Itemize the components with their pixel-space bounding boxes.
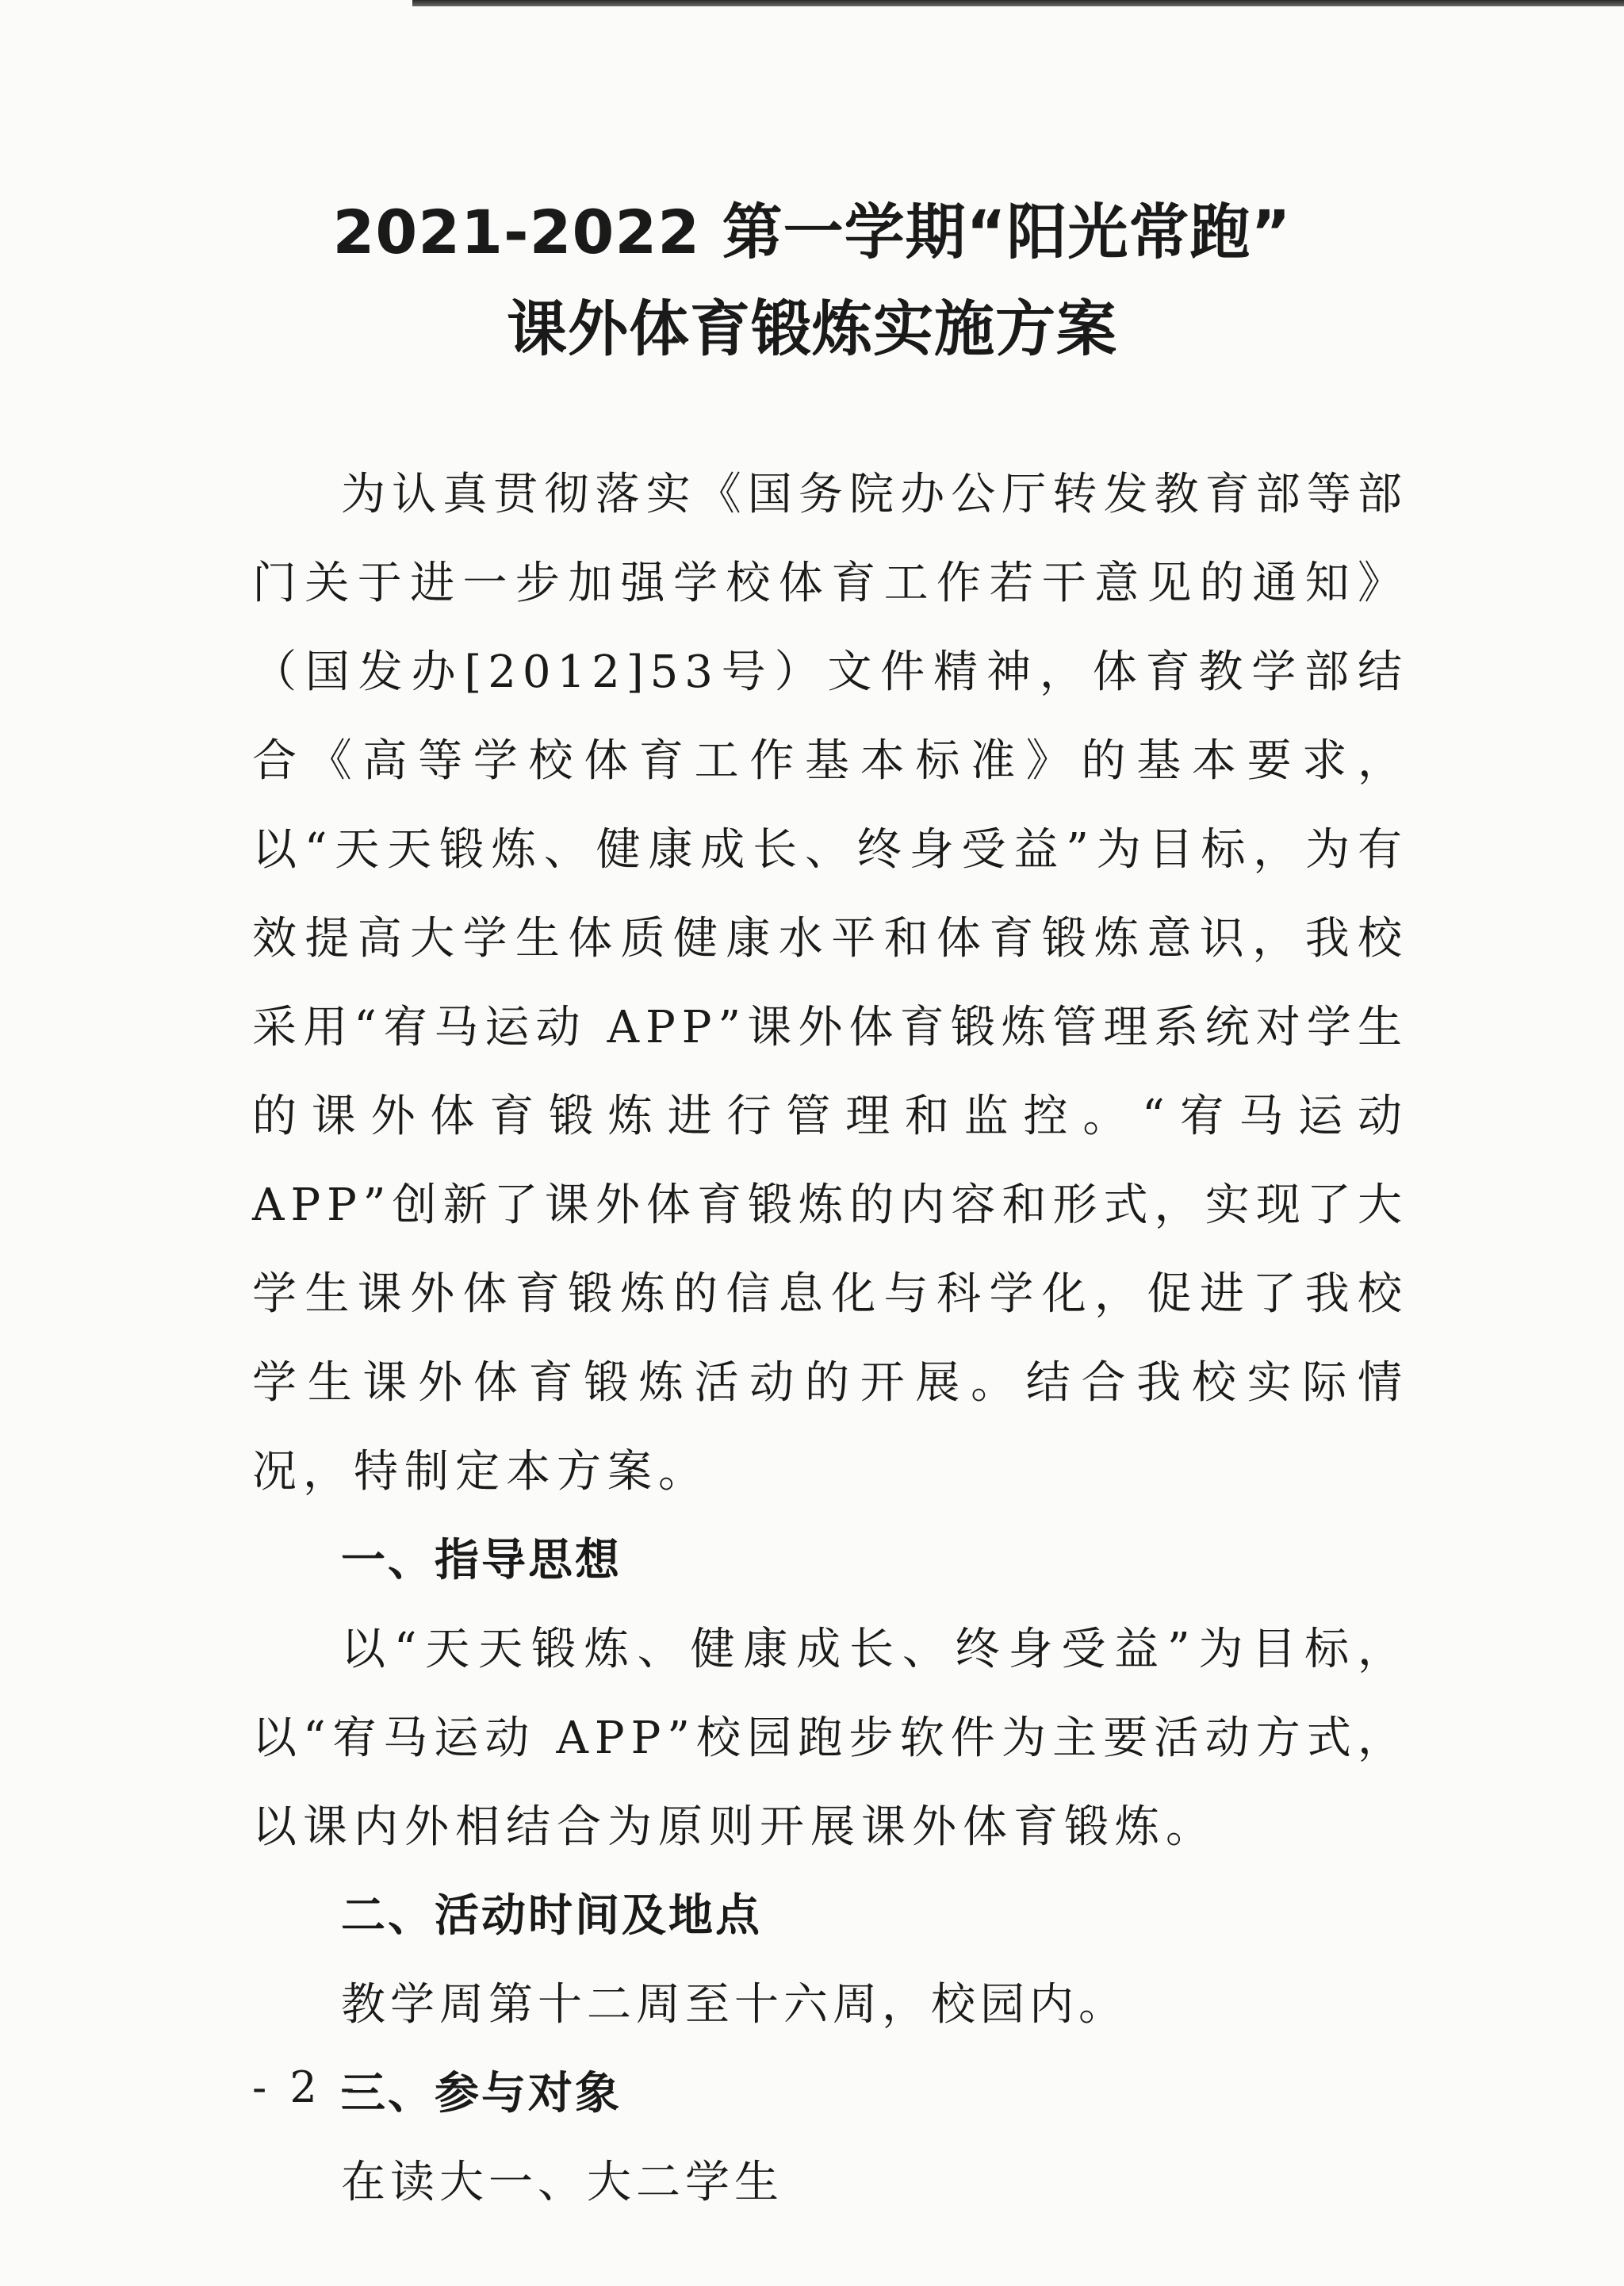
section-body-participants: 在读大一、大二学生 <box>341 2157 783 2208</box>
title-line-2: 课外体育锻炼实施方案 <box>507 293 1117 364</box>
section-heading-time-place: 二、活动时间及地点 <box>341 1890 762 1942</box>
page-number: - 2 - <box>252 2062 360 2112</box>
section-heading-participants: 三、参与对象 <box>341 2068 622 2119</box>
title-line-1: 2021-2022 第一学期“阳光常跑” <box>332 197 1292 267</box>
document-body <box>252 451 1408 2227</box>
section-body-guiding-idea: 以“天天锻炼、健康成长、终身受益”为目标，以“宥马运动 APP”校园跑步软件为主要活动方式，以课内外相结合为原则开展课外体育锻炼。 <box>252 1624 1408 1853</box>
page-title <box>0 184 1624 378</box>
intro-paragraph: 为认真贯彻落实《国务院办公厅转发教育部等部门关于进一步加强学校体育工作若干意见的通知》（国发办[2012]53号）文件精神，体育教学部结合《高等学校体育工作基本标准》的基本要求，以“天天锻炼、健康成长、终身受益”为目标，为有效提高大学生体质健康水平和体育锻炼意识，我校采用“宥马运动 APP”课外体育锻炼管理系统对学生的课外体育锻炼进行管理和监控。“宥马运动 APP”创新了课外体育锻炼的内容和形式，实现了大学生课外体育锻炼的信息化与科学化，促进了我校学生课外体育锻炼活动的开展。结合我校实际情况，特制定本方案。 <box>252 469 1408 1498</box>
section-body-time-place: 教学周第十二周至十六周，校园内。 <box>341 1979 1128 2031</box>
section-heading-guiding-idea: 一、指导思想 <box>341 1535 622 1586</box>
scan-edge-shadow <box>412 0 1624 6</box>
